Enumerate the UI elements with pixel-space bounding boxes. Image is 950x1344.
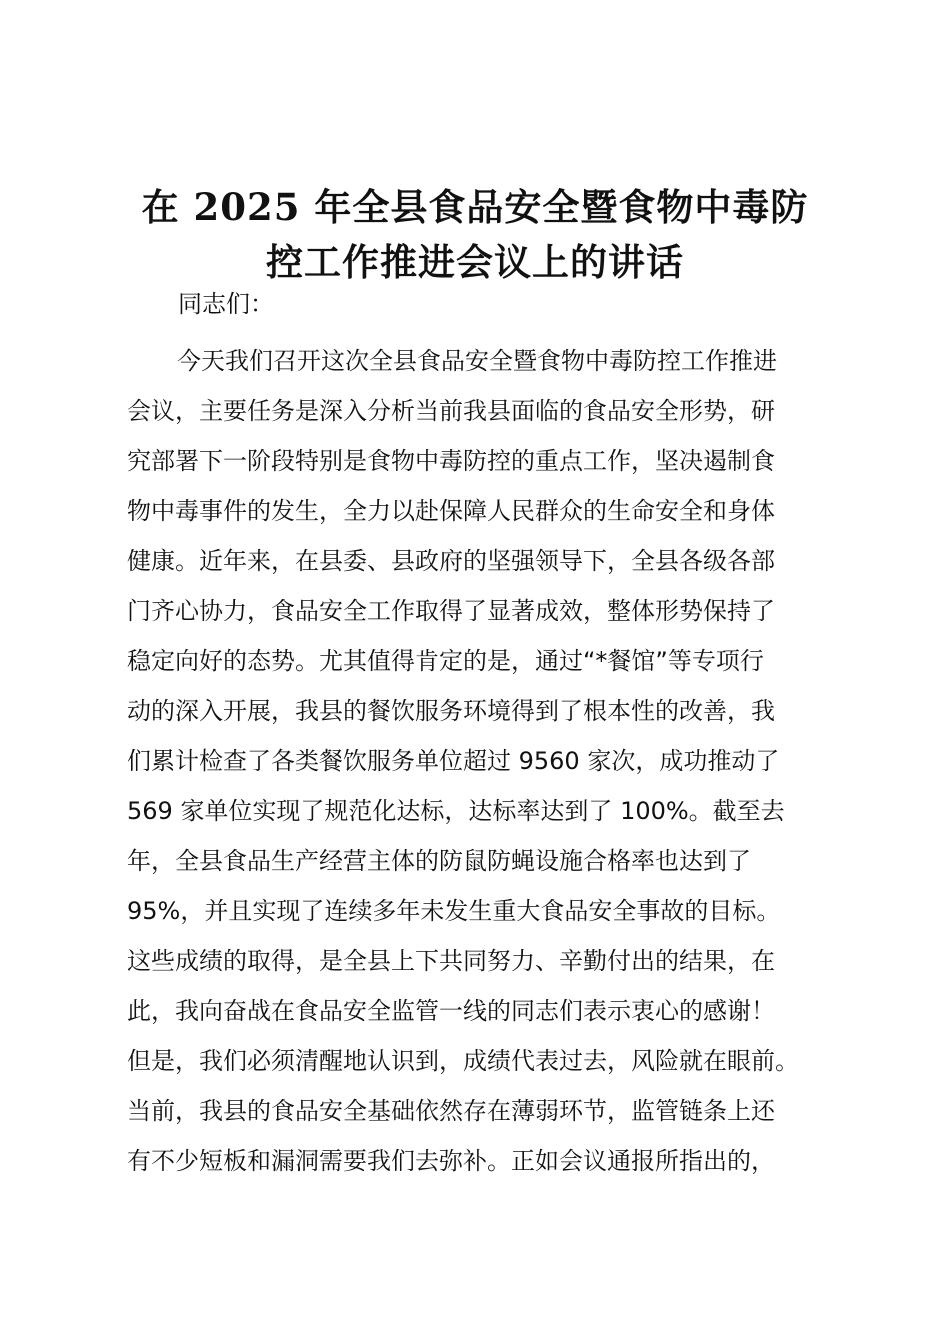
body-line: 这些成绩的取得，是全县上下共同努力、辛勤付出的结果，在 xyxy=(127,947,775,975)
title-line: 在 2025 年全县食品安全暨食物中毒防 xyxy=(141,185,809,229)
document-title xyxy=(110,180,840,290)
body-line: 会议，主要任务是深入分析当前我县面临的食品安全形势，研 xyxy=(127,397,775,425)
body-line: 稳定向好的态势。尤其值得肯定的是，通过“*餐馆”等专项行 xyxy=(127,647,764,675)
salutation: 同志们： xyxy=(178,290,274,318)
body-line: 95%，并且实现了连续多年未发生重大食品安全事故的目标。 xyxy=(127,897,781,925)
body-line: 物中毒事件的发生，全力以赴保障人民群众的生命安全和身体 xyxy=(127,497,775,525)
body-line: 们累计检查了各类餐饮服务单位超过 9560 家次，成功推动了 xyxy=(127,747,780,775)
body-line: 究部署下一阶段特别是食物中毒防控的重点工作，坚决遏制食 xyxy=(127,447,775,475)
speech-body xyxy=(127,336,847,1186)
body-line: 健康。近年来，在县委、县政府的坚强领导下，全县各级各部 xyxy=(127,547,775,575)
body-line: 年，全县食品生产经营主体的防鼠防蝇设施合格率也达到了 xyxy=(127,847,751,875)
body-line: 动的深入开展，我县的餐饮服务环境得到了根本性的改善，我 xyxy=(127,697,775,725)
body-line: 门齐心协力，食品安全工作取得了显著成效，整体形势保持了 xyxy=(127,597,775,625)
title-line: 控工作推进会议上的讲话 xyxy=(266,240,684,284)
body-line: 今天我们召开这次全县食品安全暨食物中毒防控工作推进 xyxy=(177,347,777,375)
body-line: 有不少短板和漏洞需要我们去弥补。正如会议通报所指出的， xyxy=(127,1147,775,1175)
body-line: 但是，我们必须清醒地认识到，成绩代表过去，风险就在眼前。 xyxy=(127,1047,799,1075)
body-line: 当前，我县的食品安全基础依然存在薄弱环节，监管链条上还 xyxy=(127,1097,775,1125)
body-line: 此，我向奋战在食品安全监管一线的同志们表示衷心的感谢！ xyxy=(127,997,775,1025)
body-line: 569 家单位实现了规范化达标，达标率达到了 100%。截至去 xyxy=(127,797,785,825)
